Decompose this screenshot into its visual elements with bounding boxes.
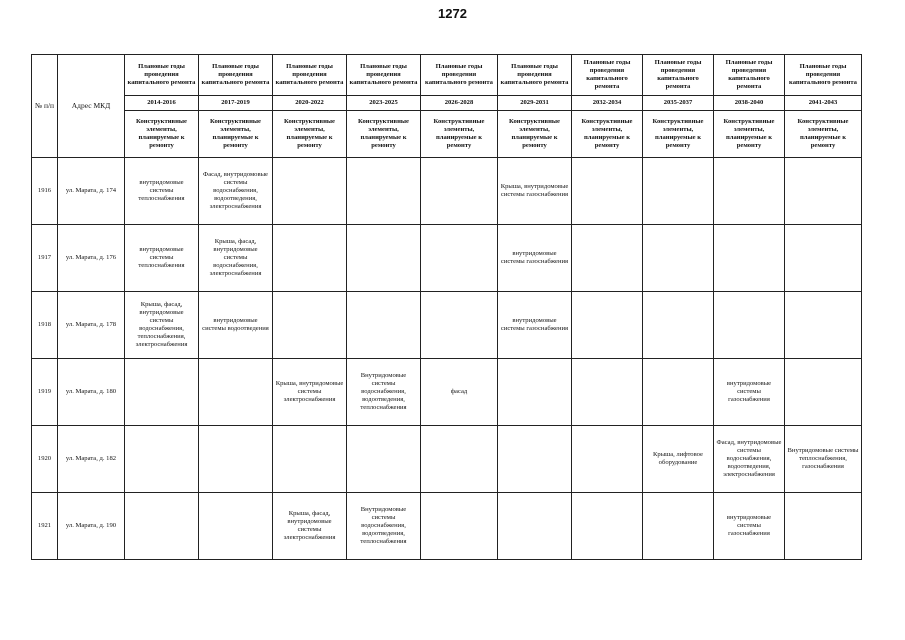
repair-items-cell (125, 359, 199, 426)
repair-items-cell: Крыша, лифтовое оборудование (643, 426, 714, 493)
repair-schedule-table (31, 54, 862, 560)
period-subtitle: Конструктивные элементы, планируемые к ремонту (199, 111, 273, 158)
row-address: ул. Марата, д. 180 (58, 359, 125, 426)
repair-items-cell: Внутридомовые системы водоснабжения, водоотведения, теплоснабжения (347, 493, 421, 560)
repair-items-cell: внутридомовые системы газоснабжения (498, 225, 572, 292)
table-body (32, 158, 862, 560)
repair-items-cell (273, 292, 347, 359)
repair-items-cell (125, 426, 199, 493)
repair-items-cell (572, 426, 643, 493)
period-title: Плановые годы проведения капитального ремонта (785, 55, 862, 96)
period-subtitle: Конструктивные элементы, планируемые к ремонту (498, 111, 572, 158)
repair-items-cell: Внутридомовые системы теплоснабжения, газоснабжения (785, 426, 862, 493)
repair-items-cell (347, 292, 421, 359)
repair-items-cell (572, 158, 643, 225)
row-address: ул. Марата, д. 174 (58, 158, 125, 225)
repair-items-cell (421, 225, 498, 292)
repair-items-cell (714, 225, 785, 292)
period-subtitle: Конструктивные элементы, планируемые к ремонту (643, 111, 714, 158)
repair-items-cell (572, 493, 643, 560)
repair-items-cell (421, 158, 498, 225)
repair-items-cell (421, 426, 498, 493)
repair-items-cell (421, 493, 498, 560)
repair-items-cell (785, 493, 862, 560)
table-row (32, 359, 862, 426)
repair-items-cell (347, 158, 421, 225)
row-number: 1916 (32, 158, 58, 225)
repair-items-cell: внутридомовые системы газоснабжения (714, 359, 785, 426)
table-row (32, 158, 862, 225)
table-header (32, 55, 862, 158)
repair-items-cell: внутридомовые системы водоотведения (199, 292, 273, 359)
row-number: 1921 (32, 493, 58, 560)
repair-items-cell (572, 292, 643, 359)
repair-items-cell (273, 225, 347, 292)
repair-items-cell (785, 292, 862, 359)
period-subtitle: Конструктивные элементы, планируемые к ремонту (572, 111, 643, 158)
table-row (32, 225, 862, 292)
repair-items-cell (199, 426, 273, 493)
repair-items-cell (643, 292, 714, 359)
repair-items-cell (498, 426, 572, 493)
repair-items-cell: Фасад, внутридомовые системы водоснабжения, водоотведения, электроснабжения (714, 426, 785, 493)
period-title: Плановые годы проведения капитального ремонта (421, 55, 498, 96)
repair-items-cell: Крыша, фасад, внутридомовые системы водоснабжения, теплоснабжения, электроснабжения (125, 292, 199, 359)
period-title: Плановые годы проведения капитального ремонта (199, 55, 273, 96)
table-row (32, 493, 862, 560)
repair-items-cell: Крыша, внутридомовые системы газоснабжения (498, 158, 572, 225)
period-subtitle: Конструктивные элементы, планируемые к ремонту (421, 111, 498, 158)
period-years: 2023-2025 (347, 96, 421, 111)
row-number: 1918 (32, 292, 58, 359)
period-years: 2035-2037 (643, 96, 714, 111)
repair-items-cell: внутридомовые системы теплоснабжения (125, 158, 199, 225)
period-years: 2029-2031 (498, 96, 572, 111)
repair-items-cell: внутридомовые системы газоснабжения (498, 292, 572, 359)
repair-items-cell: Крыша, внутридомовые системы электроснабжения (273, 359, 347, 426)
repair-items-cell (643, 359, 714, 426)
repair-items-cell: фасад (421, 359, 498, 426)
period-years: 2017-2019 (199, 96, 273, 111)
period-title: Плановые годы проведения капитального ремонта (498, 55, 572, 96)
repair-items-cell: Внутридомовые системы водоснабжения, водоотведения, теплоснабжения (347, 359, 421, 426)
page-number: 1272 (438, 6, 467, 21)
repair-items-cell (785, 359, 862, 426)
repair-items-cell (714, 158, 785, 225)
number-column-header: № п/п (32, 55, 58, 158)
period-subtitle: Конструктивные элементы, планируемые к ремонту (785, 111, 862, 158)
period-title: Плановые годы проведения капитального ремонта (273, 55, 347, 96)
repair-items-cell: внутридомовые системы теплоснабжения (125, 225, 199, 292)
repair-items-cell (498, 359, 572, 426)
period-subtitle: Конструктивные элементы, планируемые к ремонту (273, 111, 347, 158)
row-number: 1917 (32, 225, 58, 292)
repair-items-cell (714, 292, 785, 359)
repair-items-cell: Крыша, фасад, внутридомовые системы водоснабжения, электроснабжения (199, 225, 273, 292)
row-number: 1919 (32, 359, 58, 426)
repair-items-cell (643, 225, 714, 292)
repair-items-cell: Крыша, фасад, внутридомовые системы электроснабжения (273, 493, 347, 560)
period-subtitle: Конструктивные элементы, планируемые к ремонту (347, 111, 421, 158)
repair-items-cell (273, 158, 347, 225)
row-number: 1920 (32, 426, 58, 493)
repair-items-cell (785, 158, 862, 225)
period-title: Плановые годы проведения капитального ремонта (572, 55, 643, 96)
row-address: ул. Марата, д. 178 (58, 292, 125, 359)
period-years: 2014-2016 (125, 96, 199, 111)
period-title: Плановые годы проведения капитального ремонта (347, 55, 421, 96)
period-years: 2041-2043 (785, 96, 862, 111)
repair-items-cell (421, 292, 498, 359)
row-address: ул. Марата, д. 182 (58, 426, 125, 493)
repair-items-cell (347, 426, 421, 493)
row-address: ул. Марата, д. 190 (58, 493, 125, 560)
period-title: Плановые годы проведения капитального ремонта (714, 55, 785, 96)
period-subtitle: Конструктивные элементы, планируемые к ремонту (125, 111, 199, 158)
repair-items-cell (125, 493, 199, 560)
period-subtitle: Конструктивные элементы, планируемые к ремонту (714, 111, 785, 158)
repair-items-cell (785, 225, 862, 292)
period-title: Плановые годы проведения капитального ремонта (125, 55, 199, 96)
repair-items-cell (199, 359, 273, 426)
repair-items-cell (643, 158, 714, 225)
period-years: 2026-2028 (421, 96, 498, 111)
repair-items-cell (498, 493, 572, 560)
repair-items-cell (572, 359, 643, 426)
repair-items-cell: Фасад, внутридомовые системы водоснабжения, водоотведения, электроснабжения (199, 158, 273, 225)
repair-items-cell (643, 493, 714, 560)
period-years: 2020-2022 (273, 96, 347, 111)
table-row (32, 426, 862, 493)
repair-items-cell: внутридомовые системы газоснабжения (714, 493, 785, 560)
repair-items-cell (347, 225, 421, 292)
period-years: 2038-2040 (714, 96, 785, 111)
period-title: Плановые годы проведения капитального ремонта (643, 55, 714, 96)
table-row (32, 292, 862, 359)
row-address: ул. Марата, д. 176 (58, 225, 125, 292)
period-years: 2032-2034 (572, 96, 643, 111)
repair-items-cell (572, 225, 643, 292)
address-column-header: Адрес МКД (58, 55, 125, 158)
repair-items-cell (273, 426, 347, 493)
repair-items-cell (199, 493, 273, 560)
